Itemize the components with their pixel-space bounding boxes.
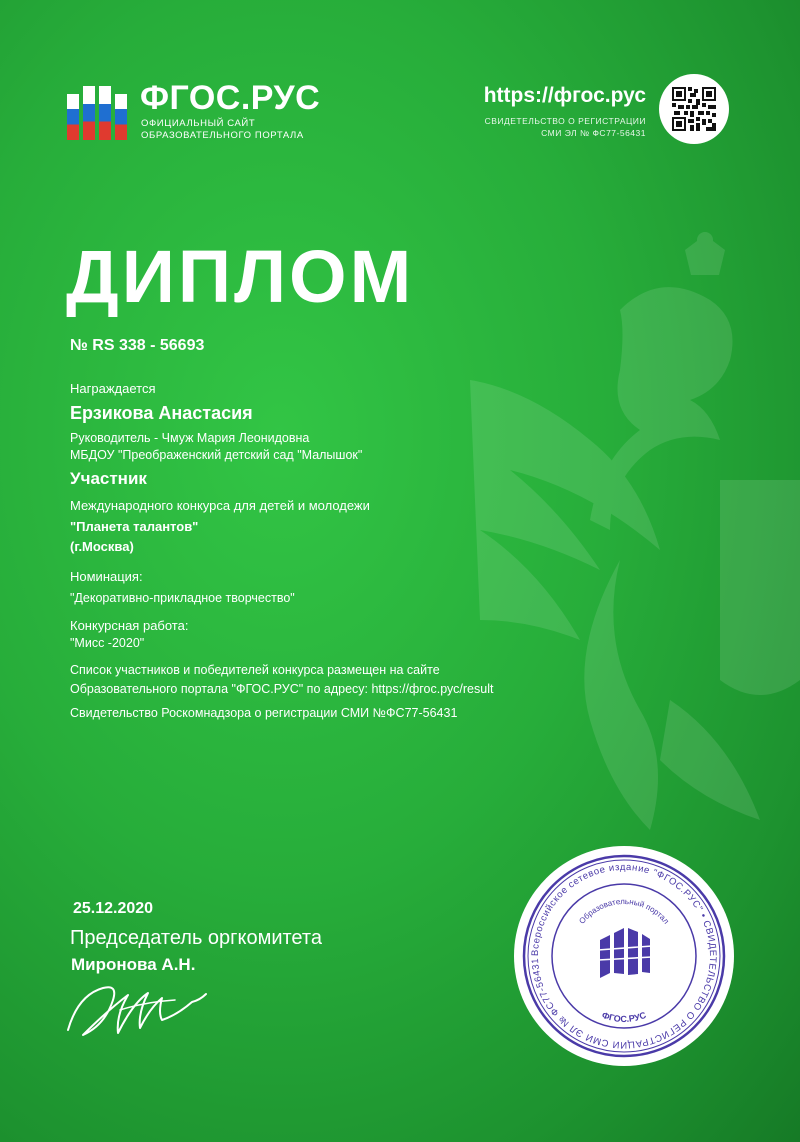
svg-text:Образовательный портал — [577, 897, 671, 926]
brand-name: ФГОС.РУС — [140, 79, 321, 117]
work-value: "Мисс -2020" — [70, 636, 145, 650]
site-url[interactable]: https://фгос.рус — [483, 84, 646, 107]
contest-name: "Планета талантов" — [70, 519, 199, 534]
stamp-outer-text: Всероссийское сетевое издание "ФГОС.РУС" • СВИДЕТЕЛЬСТВО О РЕГИСТРАЦИИ СМИ ЭЛ № ФС77-56431 — [529, 861, 719, 1051]
stamp-seal-graphic — [514, 846, 734, 1066]
fgos-logo-icon — [67, 80, 127, 140]
certificate-line: Свидетельство Роскомнадзора о регистрации СМИ №ФС77-56431 — [70, 706, 458, 720]
chair-title: Председатель оргкомитета — [70, 927, 322, 949]
registration-line: СМИ ЭЛ № ФС77-56431 — [541, 128, 646, 138]
qr-code-icon[interactable] — [659, 74, 729, 144]
registration-info — [485, 115, 646, 139]
stamp-building-icon — [600, 928, 650, 978]
stamp-inner-text: Образовательный портал — [577, 896, 671, 926]
brand-subtitle — [141, 118, 304, 142]
registration-line: СВИДЕТЕЛЬСТВО О РЕГИСТРАЦИИ — [484, 116, 646, 126]
chair-name: Миронова А.Н. — [71, 955, 196, 974]
nomination-label: Номинация: — [70, 569, 143, 584]
results-line: Образовательного портала "ФГОС.РУС" по адресу: https://фгос.рус/result — [70, 682, 494, 696]
diploma-title: ДИПЛОМ — [66, 235, 415, 318]
awarded-label: Награждается — [70, 381, 156, 396]
contest-line: Международного конкурса для детей и молодежи — [70, 498, 370, 513]
issue-date: 25.12.2020 — [73, 900, 154, 917]
diploma-number: № RS 338 - 56693 — [70, 337, 205, 354]
nomination-value: "Декоративно-прикладное творчество" — [70, 591, 295, 605]
signature-icon — [60, 970, 230, 1050]
results-line: Список участников и победителей конкурса размещен на сайте — [70, 663, 440, 677]
stamp-bottom-text: ФГОС.РУС — [600, 1009, 648, 1025]
eagle-emblem-watermark — [470, 230, 800, 880]
recipient-name: Ерзикова Анастасия — [70, 403, 253, 423]
brand-subtitle-line: ОБРАЗОВАТЕЛЬНОГО ПОРТАЛА — [141, 130, 304, 141]
contest-city: (г.Москва) — [70, 539, 134, 554]
participant-role: Участник — [70, 469, 147, 488]
stamp-seal — [514, 846, 734, 1066]
supervisor: Руководитель - Чмуж Мария Леонидовна — [70, 431, 310, 445]
work-label: Конкурсная работа: — [70, 618, 189, 633]
brand-subtitle-line: ОФИЦИАЛЬНЫЙ САЙТ — [141, 118, 256, 129]
institution: МБДОУ "Преображенский детский сад "Малышок" — [70, 448, 363, 462]
svg-text:ФГОС.РУС — [601, 1010, 648, 1024]
